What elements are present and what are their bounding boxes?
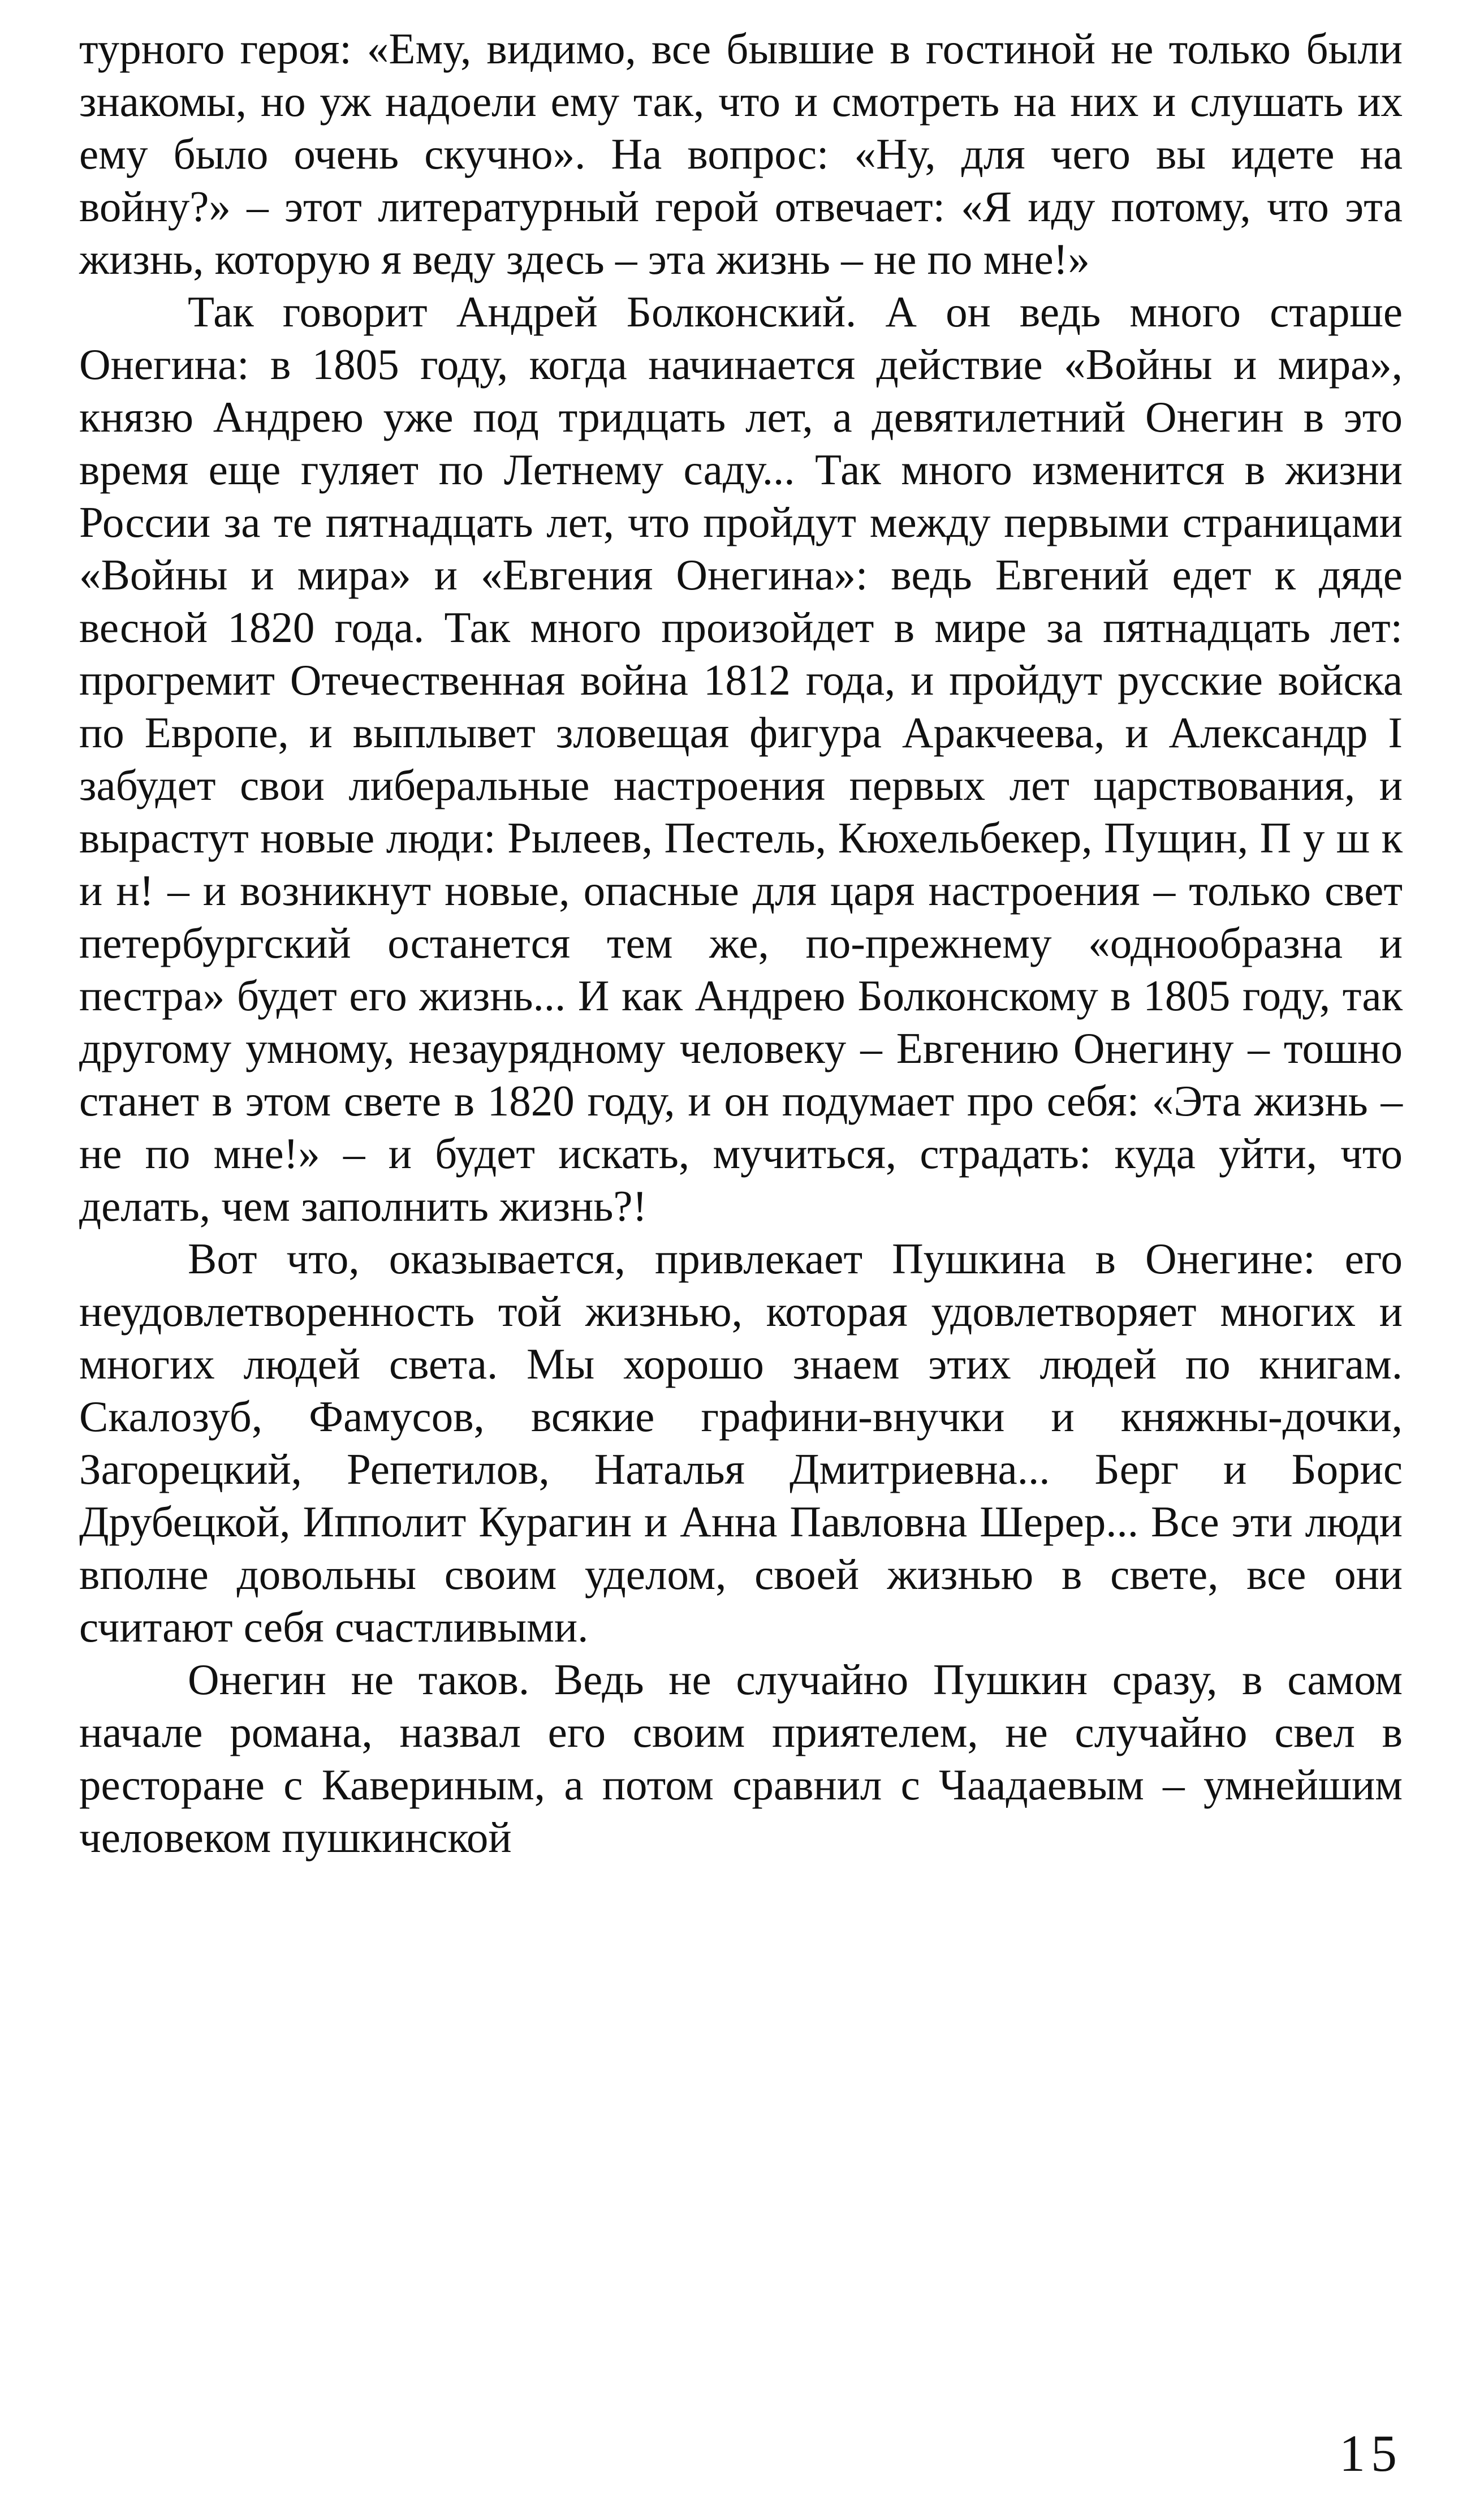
paragraph-2: Так говорит Андрей Болконский. А он ведь много старше Онегина: в 1805 году, когда начинается действие «Войны и мира», князю Андрею уже под тридцать лет, а девятилетний Онегин в это время еще гуляет по Летнему саду... Так много изменится в жизни России за те пятнадцать лет, что пройдут между первыми страницами «Войны и мира» и «Евгения Онегина»: ведь Евгений едет к дяде весной 1820 года. Так много произойдет в мире за пятнадцать лет: прогремит Отечественная война 1812 года, и пройдут русские войска по Европе, и выплывет зловещая фигура Аракчеева, и Александр I забудет свои либеральные настроения первых лет царствования, и вырастут новые люди: Рылеев, Пестель, Кюхельбекер, Пущин, П у ш к и н! – и возникнут новые, опасные для царя настроения – только свет петербургский останется тем же, по-прежнему «однообразна и пестра» будет его жизнь... И как Андрею Болконскому в 1805 году, так другому умному, незаурядному человеку – Евгению Онегину – тошно станет в этом свете в 1820 году, и он подумает про себя: «Эта жизнь – не по мне!» – и будет искать, мучиться, страдать: куда уйти, что делать, чем заполнить жизнь?! — [79, 287, 1403, 1230]
book-page — [79, 23, 1403, 2484]
paragraph-3: Вот что, оказывается, привлекает Пушкина в Онегине: его неудовлетворенность той жизнью, которая удовлетворяет многих и многих людей света. Мы хорошо знаем этих людей по книгам. Скалозуб, Фамусов, всякие графини-внучки и княжны-дочки, Загорецкий, Репетилов, Наталья Дмитриевна... Берг и Борис Друбецкой, Ипполит Курагин и Анна Павловна Шерер... Все эти люди вполне довольны своим уделом, своей жизнью в свете, все они считают себя счастливыми. — [79, 1234, 1403, 1651]
page-number: 15 — [1339, 2424, 1403, 2482]
paragraph-1: турного героя: «Ему, видимо, все бывшие в гостиной не только были знакомы, но уж надоели ему так, что и смотреть на них и слушать их ему было очень скучно». На вопрос: «Ну, для чего вы идете на войну?» – этот литературный герой отвечает: «Я иду потому, что эта жизнь, которую я веду здесь – эта жизнь – не по мне!» — [79, 24, 1403, 283]
paragraph-4: Онегин не таков. Ведь не случайно Пушкин сразу, в самом начале романа, назвал его своим приятелем, не случайно свел в ресторане с Кавериным, а потом сравнил с Чаадаевым – умнейшим человеком пушкинской — [79, 1655, 1403, 1862]
